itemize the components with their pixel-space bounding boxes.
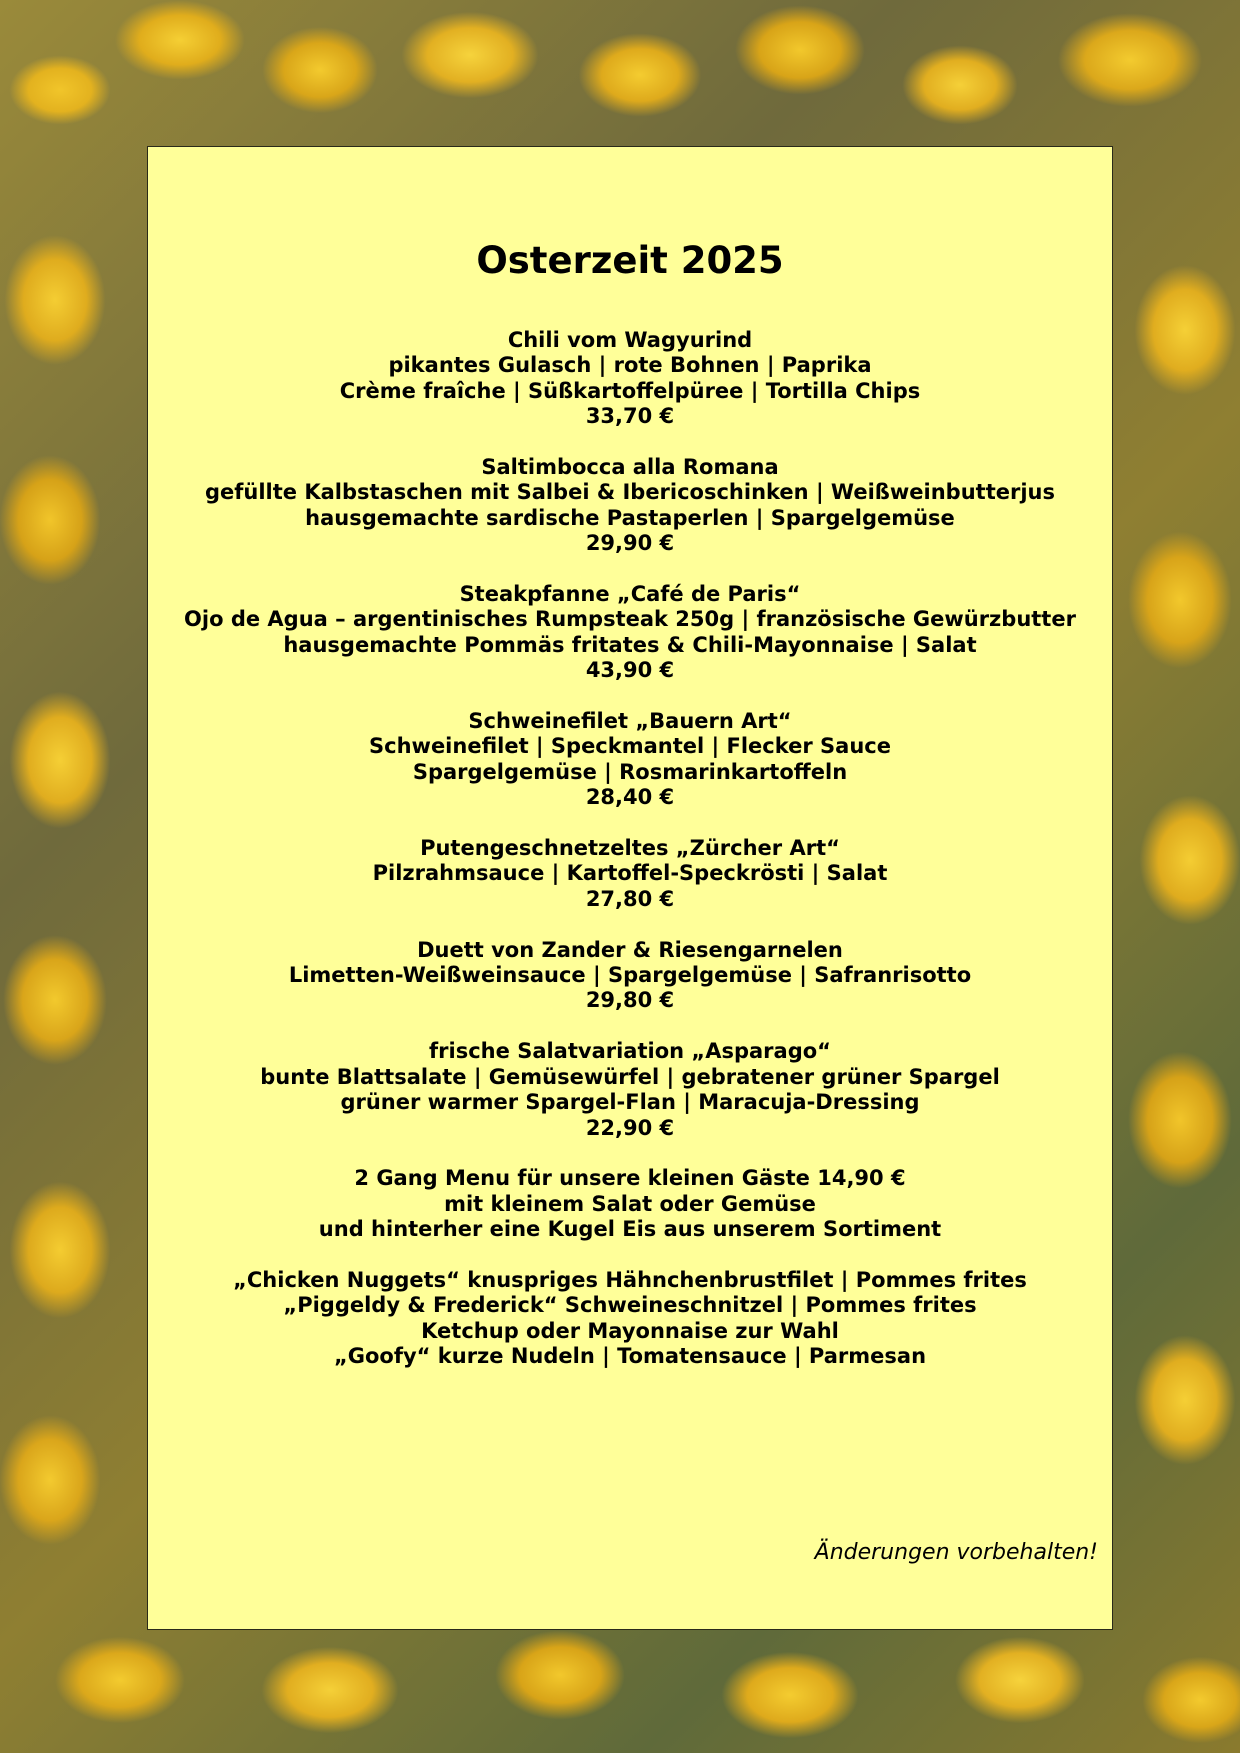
disclaimer-note: Änderungen vorbehalten! (814, 1540, 1098, 1565)
dish-price: 27,80 € (585, 886, 675, 911)
dish-name: Schweinefilet „Bauern Art“ (468, 709, 792, 734)
dish-price: 33,70 € (585, 404, 675, 429)
dish-description-line: Schweinefilet | Speckmantel | Flecker Sauce (369, 734, 891, 759)
kids-option: Ketchup oder Mayonnaise zur Wahl (421, 1318, 839, 1343)
kids-menu-line: und hinterher eine Kugel Eis aus unserem Sortiment (318, 1217, 942, 1242)
dish-price: 28,40 € (585, 785, 675, 810)
dish-description-line: Pilzrahmsauce | Kartoffel-Speckrösti | Salat (372, 861, 888, 886)
dish-name: Steakpfanne „Café de Paris“ (459, 582, 801, 607)
dish-name: Chili vom Wagyurind (507, 328, 753, 352)
kids-option: „Goofy“ kurze Nudeln | Tomatensauce | Parmesan (333, 1344, 927, 1369)
dish-description-line: Ojo de Agua – argentinisches Rumpsteak 250g | französische Gewürzbutter (184, 607, 1076, 632)
dish-price: 29,90 € (585, 531, 675, 556)
dish-saltimbocca (148, 455, 1112, 557)
menu-body (148, 328, 1112, 1395)
dish-description-line: hausgemachte sardische Pastaperlen | Spargelgemüse (305, 505, 955, 530)
menu-title: Osterzeit 2025 (476, 239, 784, 282)
dish-description-line: Spargelgemüse | Rosmarinkartoffeln (412, 759, 848, 784)
kids-menu-options (148, 1268, 1112, 1370)
dish-description-line: bunte Blattsalate | Gemüsewürfel | gebratener grüner Spargel (260, 1064, 1000, 1089)
dish-name: Duett von Zander & Riesengarnelen (417, 937, 843, 962)
dish-name: Saltimbocca alla Romana (481, 455, 779, 480)
kids-menu-header (148, 1166, 1112, 1242)
dish-description-line: hausgemachte Pommäs fritates & Chili-Mayonnaise | Salat (283, 632, 977, 657)
dish-putengeschnetzeltes (148, 836, 1112, 912)
dish-price: 43,90 € (585, 658, 675, 683)
dish-steakpfanne (148, 582, 1112, 684)
dish-price: 22,90 € (585, 1115, 675, 1140)
kids-option: „Piggeldy & Frederick“ Schweineschnitzel | Pommes frites (283, 1293, 977, 1318)
dish-duett (148, 938, 1112, 1014)
dish-name: Putengeschnetzeltes „Zürcher Art“ (420, 836, 840, 861)
dish-description-line: Crème fraîche | Süßkartoffelpüree | Tortilla Chips (339, 378, 921, 403)
kids-menu-line: 2 Gang Menu für unsere kleinen Gäste 14,90 € (354, 1166, 906, 1191)
kids-menu-line: mit kleinem Salat oder Gemüse (444, 1191, 816, 1216)
dish-name: frische Salatvariation „Asparago“ (429, 1039, 831, 1064)
dish-description-line: grüner warmer Spargel-Flan | Maracuja-Dressing (340, 1090, 920, 1115)
dish-chili (148, 328, 1112, 430)
dish-salatvariation (148, 1039, 1112, 1141)
menu-card (147, 146, 1113, 1630)
dish-price: 29,80 € (585, 988, 675, 1013)
dish-schweinefilet (148, 709, 1112, 811)
dish-description-line: pikantes Gulasch | rote Bohnen | Paprika (388, 353, 872, 378)
dish-description-line: Limetten-Weißweinsauce | Spargelgemüse | Safranrisotto (288, 963, 972, 988)
kids-option: „Chicken Nuggets“ knuspriges Hähnchenbrustfilet | Pommes frites (233, 1267, 1027, 1292)
dish-description-line: gefüllte Kalbstaschen mit Salbei & Ibericoschinken | Weißweinbutterjus (205, 480, 1055, 505)
